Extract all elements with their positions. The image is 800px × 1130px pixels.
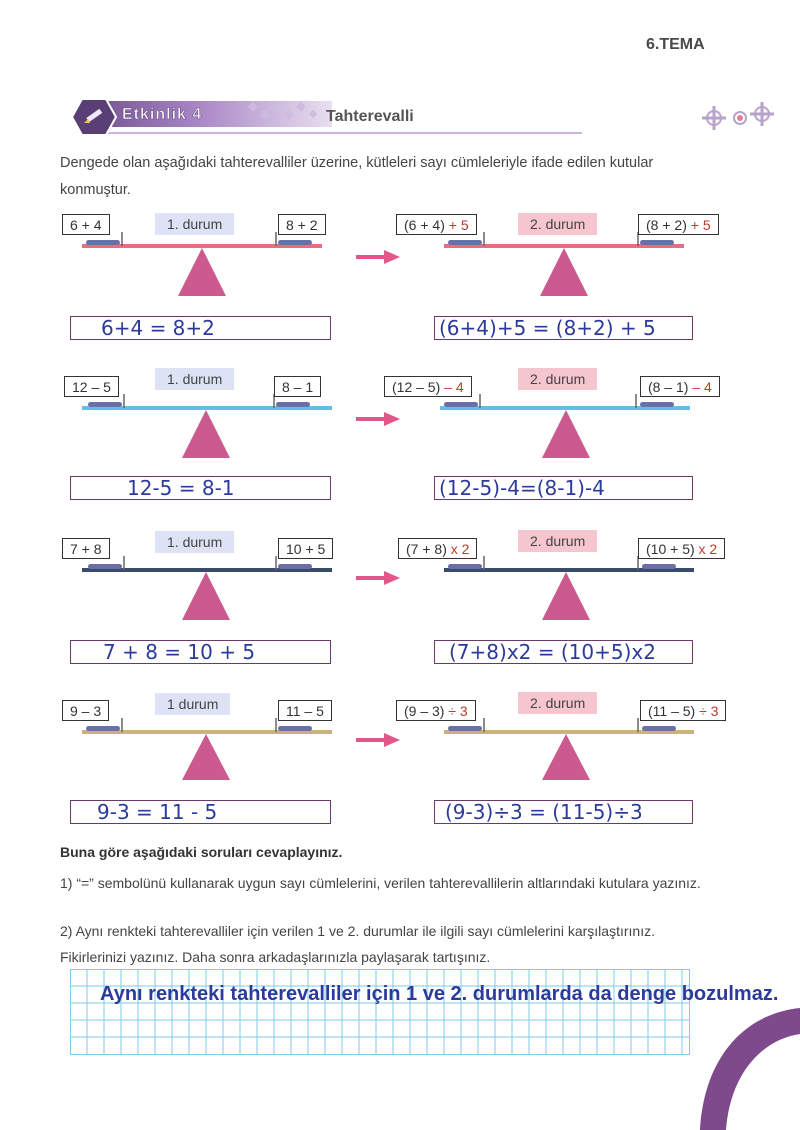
fulcrum — [542, 572, 590, 620]
fulcrum — [540, 248, 588, 296]
fulcrum — [542, 734, 590, 780]
answer-box[interactable] — [70, 316, 331, 340]
left-pan-box: 12 – 5 — [64, 376, 119, 397]
state-label: 2. durum — [518, 368, 597, 390]
written-answer: Aynı renkteki tahterevalliler için 1 ve 2. durumlarda da denge bozulmaz. — [100, 983, 779, 1005]
left-pan-box: 9 – 3 — [62, 700, 109, 721]
left-pan-box: 6 + 4 — [62, 214, 110, 235]
left-pan-box: (12 – 5) – 4 — [384, 376, 472, 397]
answer-text: (9-3)÷3 = (11-5)÷3 — [445, 800, 643, 824]
state-label: 2. durum — [518, 213, 597, 235]
left-pan-box: 7 + 8 — [62, 538, 110, 559]
state-label: 1. durum — [155, 368, 234, 390]
intro-text: Dengede olan aşağıdaki tahterevalliler üzerine, kütleleri sayı cümleleriyle ifade edilen kutular konmuştur. — [60, 155, 654, 198]
state-label: 1. durum — [155, 531, 234, 553]
answer-text: 12-5 = 8-1 — [127, 476, 235, 500]
fulcrum — [182, 572, 230, 620]
answer-text: (7+8)x2 = (10+5)x2 — [449, 640, 656, 664]
fulcrum — [542, 410, 590, 458]
right-pan-box: 11 – 5 — [278, 700, 332, 721]
fulcrum — [182, 410, 230, 458]
weight-pad — [86, 240, 120, 245]
right-pan-box: 8 + 2 — [278, 214, 326, 235]
answer-box[interactable] — [434, 640, 693, 664]
state-label: 2. durum — [518, 692, 597, 714]
answer-box[interactable] — [434, 800, 693, 824]
corner-decoration — [690, 1000, 800, 1130]
state-label: 1 durum — [155, 693, 230, 715]
answer-text: 6+4 = 8+2 — [101, 316, 215, 340]
answer-box[interactable] — [434, 316, 693, 340]
answer-text: (12-5)-4=(8-1)-4 — [439, 476, 605, 500]
gears-icon — [700, 100, 780, 136]
answer-box[interactable] — [434, 476, 693, 500]
theme-label: 6.TEMA — [646, 36, 705, 53]
state-label: 2. durum — [518, 530, 597, 552]
question-1: 1) “=” sembolünü kullanarak uygun sayı cümlelerini, verilen tahterevallilerin altlarındaki kutulara yazınız. — [60, 875, 701, 891]
left-pan-box: (9 – 3) ÷ 3 — [396, 700, 476, 721]
fulcrum — [178, 248, 226, 296]
question-2: 2) Aynı renkteki tahterevalliler için verilen 1 ve 2. durumlar ile ilgili sayı cümlelerini karşılaştırınız. Fikirlerinizi yazınız. Daha sonra arkadaşlarınızla paylaşarak tartışınız. — [60, 923, 655, 965]
arrow-icon — [356, 571, 400, 585]
right-pan-box: (8 – 1) – 4 — [640, 376, 720, 397]
right-pan-box: (11 – 5) ÷ 3 — [640, 700, 726, 721]
answer-box[interactable] — [70, 800, 331, 824]
right-pan-box: 8 – 1 — [274, 376, 321, 397]
answer-box[interactable] — [70, 640, 331, 664]
state-label: 1. durum — [155, 213, 234, 235]
arrow-icon — [356, 733, 400, 747]
answer-text: (6+4)+5 = (8+2) + 5 — [439, 316, 656, 340]
left-pan-box: (6 + 4) + 5 — [396, 214, 477, 235]
activity-name: Etkinlik 4 — [122, 106, 203, 123]
right-pan-box: 10 + 5 — [278, 538, 333, 559]
answer-grid[interactable] — [70, 969, 690, 1055]
arrow-icon — [356, 250, 400, 264]
fulcrum — [182, 734, 230, 780]
arrow-icon — [356, 412, 400, 426]
answer-box[interactable] — [70, 476, 331, 500]
questions-heading: Buna göre aşağıdaki soruları cevaplayınız. — [60, 844, 343, 860]
answer-text: 7 + 8 = 10 + 5 — [103, 640, 256, 664]
right-pan-box: (10 + 5) x 2 — [638, 538, 725, 559]
left-pan-box: (7 + 8) x 2 — [398, 538, 477, 559]
activity-title: Tahterevalli — [326, 108, 414, 125]
weight-pad — [278, 240, 312, 245]
right-pan-box: (8 + 2) + 5 — [638, 214, 719, 235]
answer-text: 9-3 = 11 - 5 — [97, 800, 218, 824]
